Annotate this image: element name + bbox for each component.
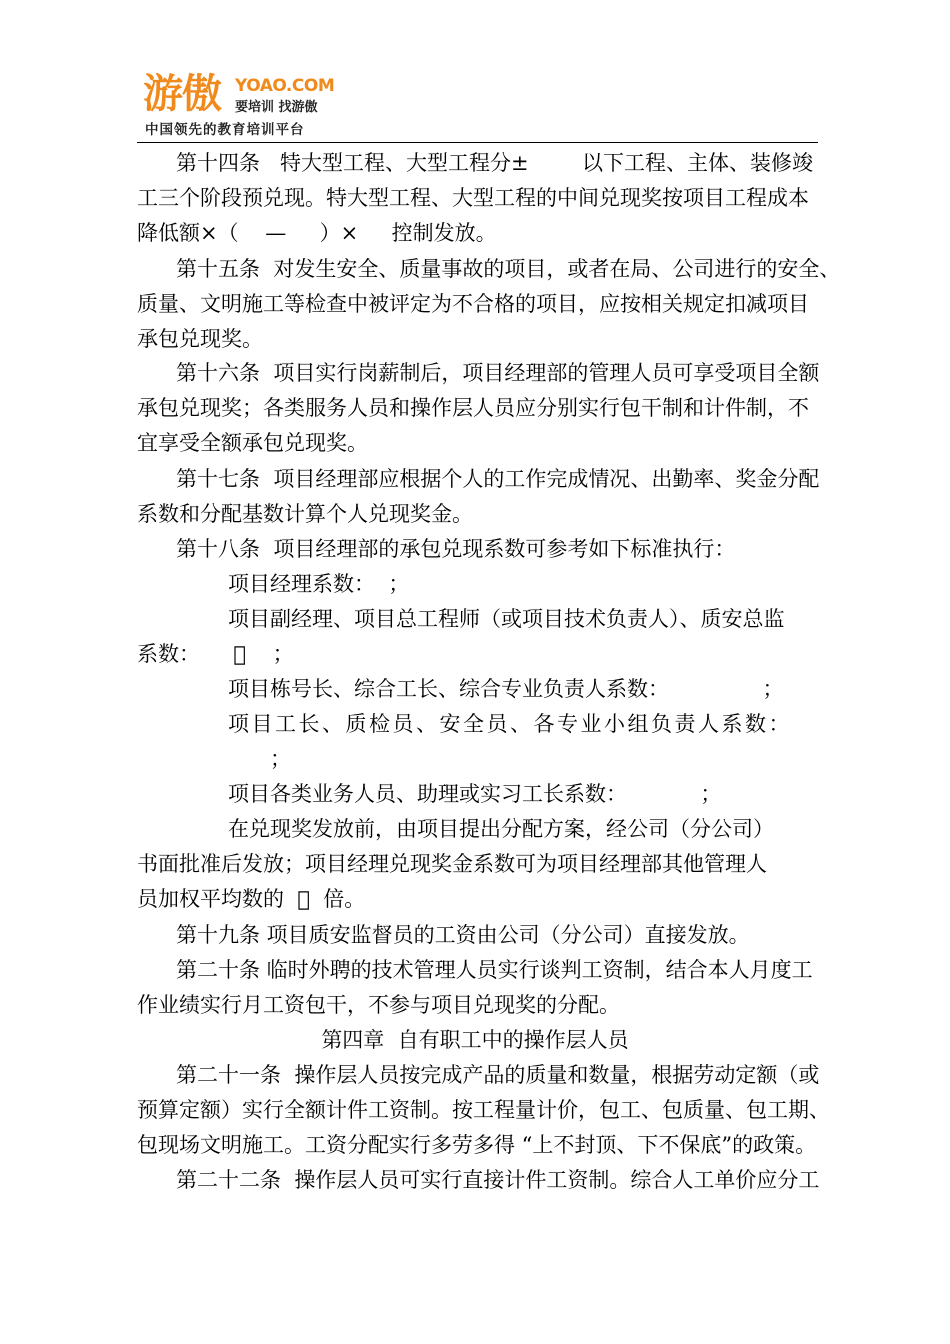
text-line: 质量、文明施工等检查中被评定为不合格的项目，应按相关规定扣减项目 <box>137 292 809 316</box>
text-line: 第十七条 项目经理部应根据个人的工作完成情况、出勤率、奖金分配 <box>176 467 820 491</box>
text-line: 承包兑现奖；各类服务人员和操作层人员应分别实行包干制和计件制，不 <box>137 396 809 420</box>
text-line: 包现场文明施工。工资分配实行多劳多得 “上不封顶、下不保底”的政策。 <box>137 1133 817 1157</box>
text-line: 系数：   ； <box>137 642 294 666</box>
text-line: 作业绩实行月工资包干，不参与项目兑现奖的分配。 <box>137 993 620 1017</box>
text-line: 系数和分配基数计算个人兑现奖金。 <box>137 502 473 526</box>
text-line: 第十五条 对发生安全、质量事故的项目，或者在局、公司进行的安全、 <box>176 257 841 281</box>
text-line: 员加权平均数的   倍。 <box>137 887 366 911</box>
text-line: 书面批准后发放；项目经理兑现奖金系数可为项目经理部其他管理人 <box>137 852 767 876</box>
text-line: 工三个阶段预兑现。特大型工程、大型工程的中间兑现奖按项目工程成本 <box>137 186 809 210</box>
chapter-heading: 第四章 自有职工中的操作层人员 <box>321 1028 629 1052</box>
text-line: 宜享受全额承包兑现奖。 <box>137 431 368 455</box>
header-rule <box>137 142 818 143</box>
text-line: 项目各类业务人员、助理或实习工长系数： ； <box>228 782 722 806</box>
text-line: 第十八条 项目经理部的承包兑现系数可参考如下标准执行： <box>176 537 736 561</box>
logo-main-text: 游傲 <box>143 71 221 117</box>
text-line: 在兑现奖发放前，由项目提出分配方案，经公司（分公司） <box>228 817 774 841</box>
text-line: 第二十条 临时外聘的技术管理人员实行谈判工资制，结合本人月度工 <box>176 958 813 982</box>
text-line: 第十九条 项目质安监督员的工资由公司（分公司）直接发放。 <box>176 923 750 947</box>
logo-slogan: 要培训 找游傲 <box>235 100 318 115</box>
text-line: 降低额×（ — ）× 控制发放。 <box>137 221 497 245</box>
yoao-logo <box>143 72 343 136</box>
text-line: 项目工长、质检员、安全员、各专业小组负责人系数： <box>228 712 792 736</box>
logo-tagline: 中国领先的教育培训平台 <box>145 122 305 138</box>
text-line: 项目栋号长、综合工长、综合专业负责人系数： ； <box>228 677 784 701</box>
text-line: 预算定额）实行全额计件工资制。按工程量计价，包工、包质量、包工期、 <box>137 1098 830 1122</box>
text-line: 第十四条 特大型工程、大型工程分± 以下工程、主体、装修竣 <box>176 151 814 175</box>
logo-domain: YOAO.COM <box>235 76 335 96</box>
text-line: 项目经理系数： ； <box>228 572 410 596</box>
text-line: 第二十一条 操作层人员按完成产品的质量和数量，根据劳动定额（或 <box>176 1063 820 1087</box>
text-line: 承包兑现奖。 <box>137 327 263 351</box>
text-line: 第二十二条 操作层人员可实行直接计件工资制。综合人工单价应分工 <box>176 1168 820 1192</box>
text-line: 第十六条 项目实行岗薪制后，项目经理部的管理人员可享受项目全额 <box>176 361 820 385</box>
text-line: 项目副经理、项目总工程师（或项目技术负责人）、质安总监 <box>228 607 785 631</box>
text-line: ； <box>270 747 291 771</box>
